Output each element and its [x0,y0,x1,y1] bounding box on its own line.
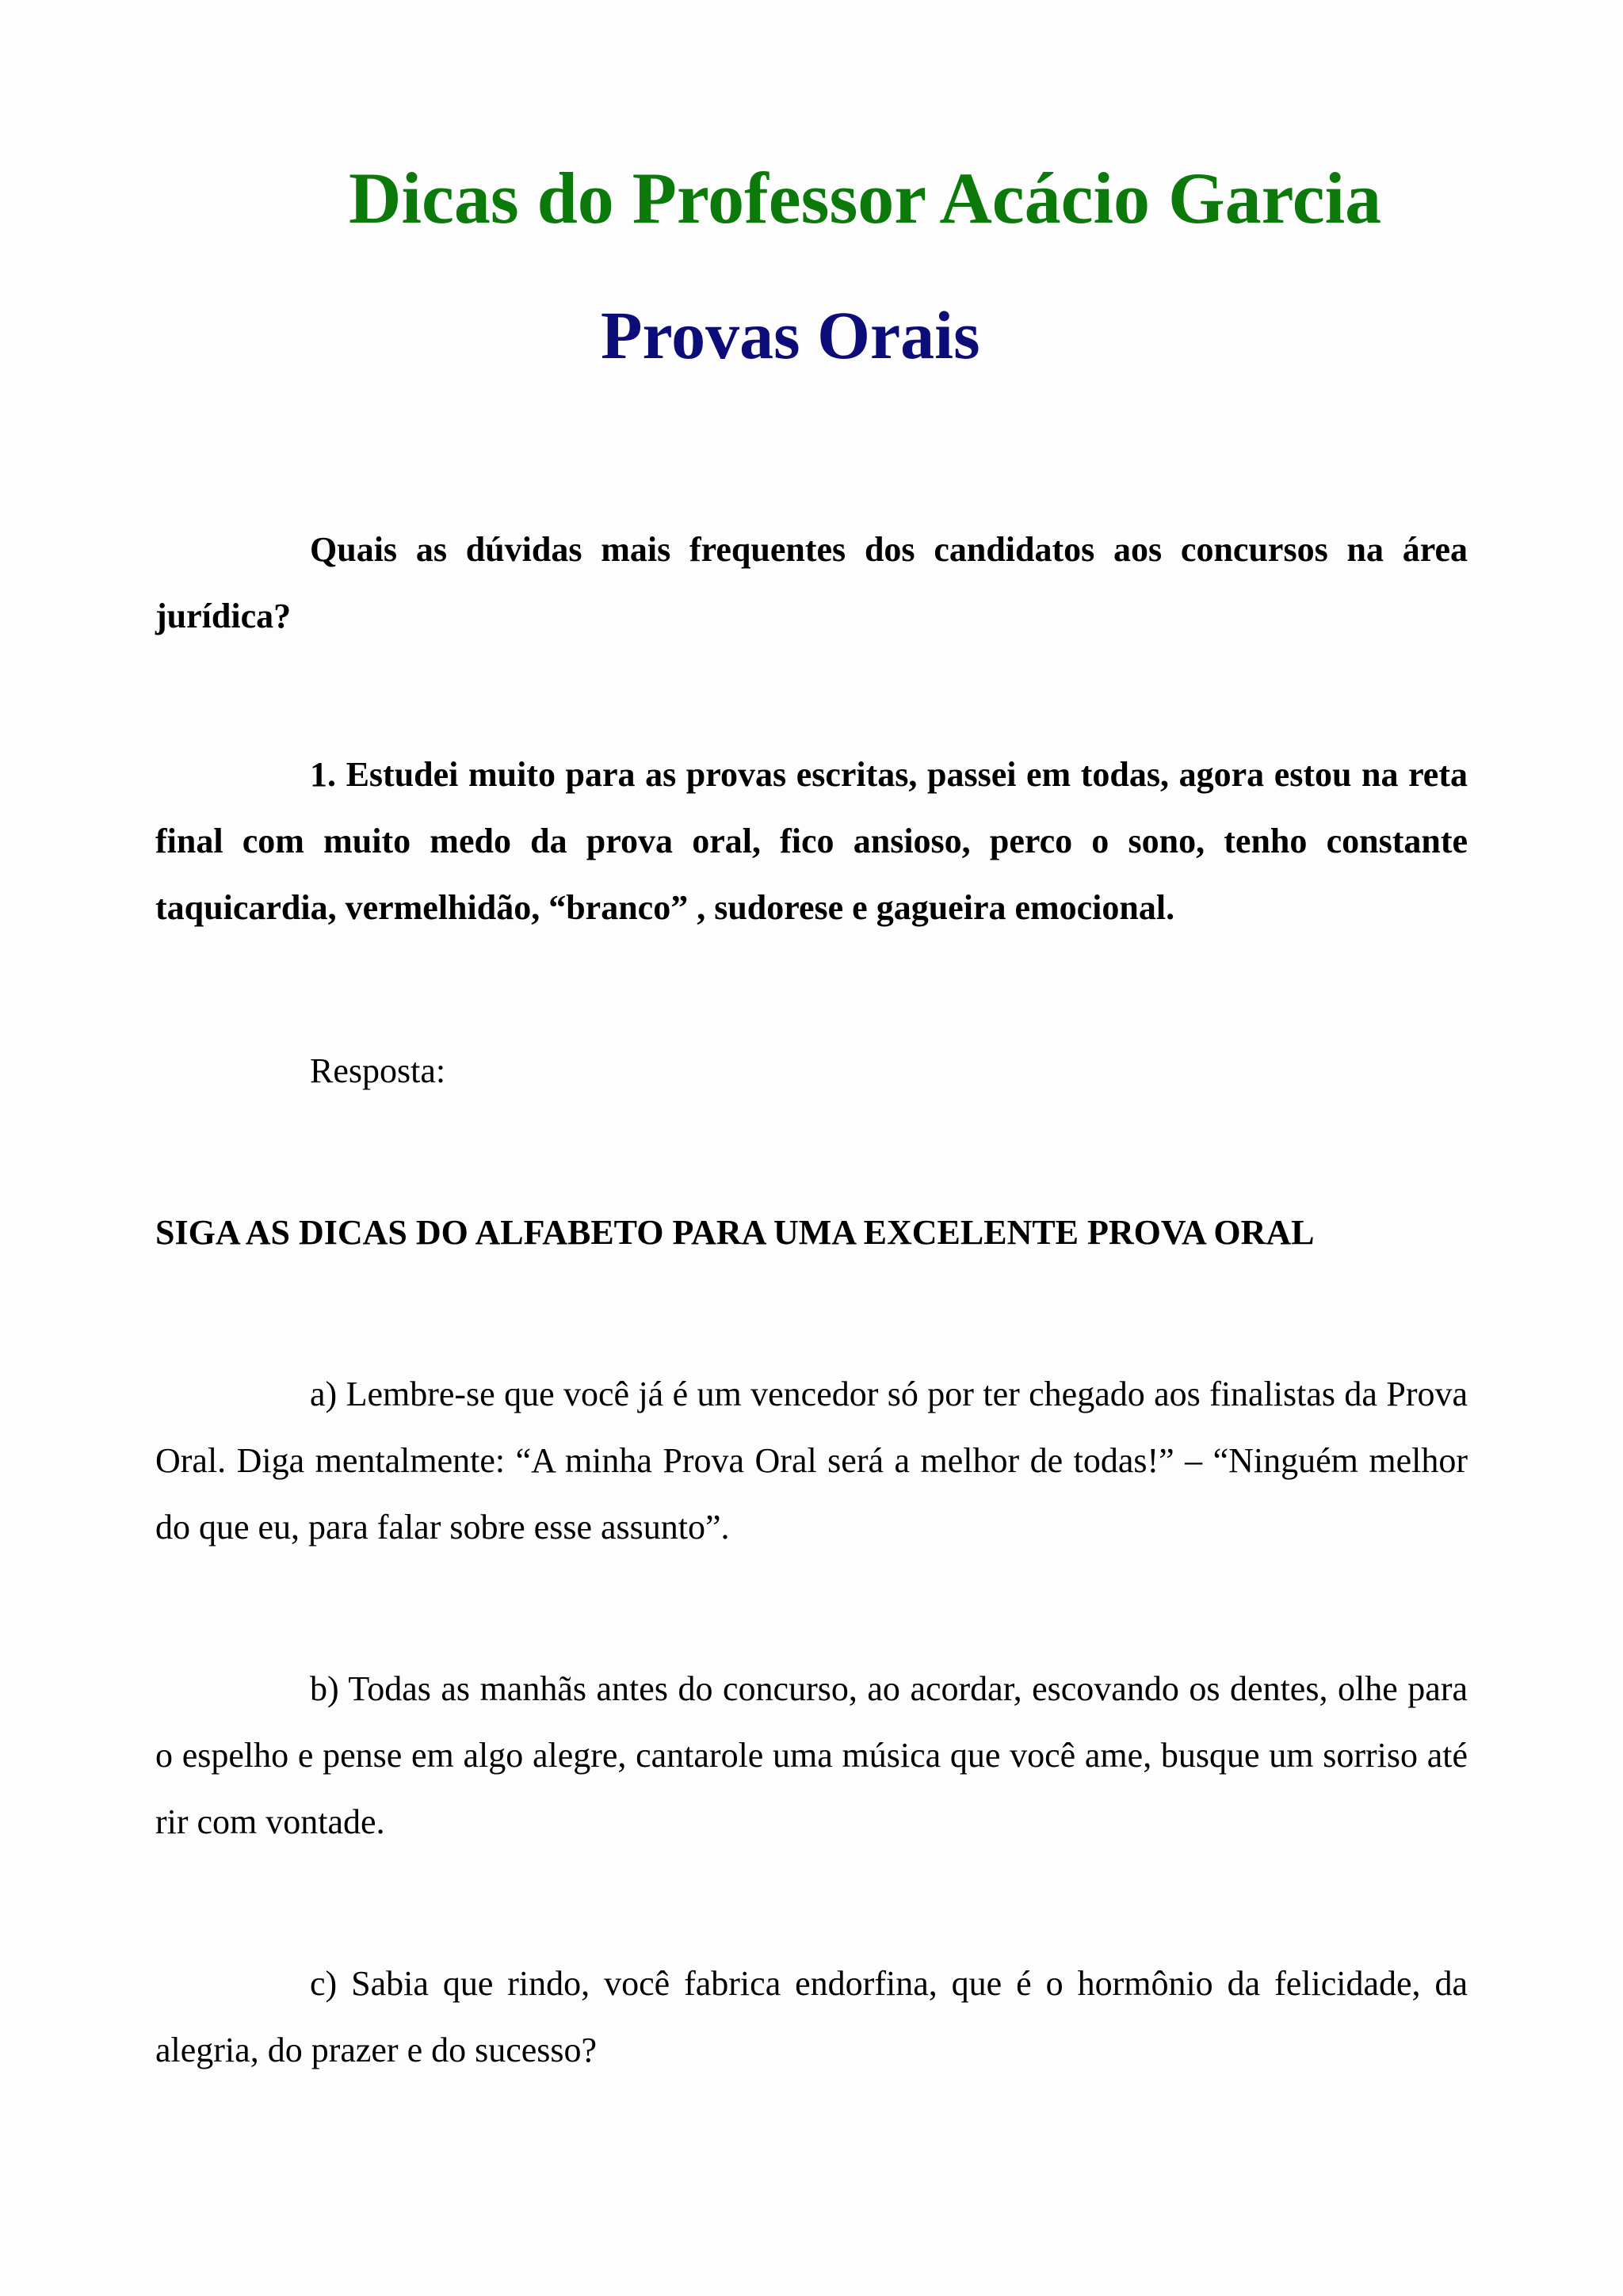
tip-b: b) Todas as manhãs antes do concurso, ao acordar, escovando os dentes, olhe para o espelho e pense em algo alegre, cantarole uma música que você ame, busque um sorriso até rir com vontade. [155,1669,1468,1841]
document-subtitle: Provas Orais [601,297,980,373]
tip-c: c) Sabia que rindo, você fabrica endorfina, que é o hormônio da felicidade, da alegria, do prazer e do sucesso? [155,1964,1468,2069]
tip-a: a) Lembre-se que você já é um vencedor só por ter chegado aos finalistas da Prova Oral. Diga mentalmente: “A minha Prova Oral será a melhor de todas!” – “Ninguém melhor do que eu, para falar sobre esse assunto”. [155,1375,1468,1547]
question-1: 1. Estudei muito para as provas escritas, passei em todas, agora estou na reta final com muito medo da prova oral, fico ansioso, perco o sono, tenho constante taquicardia, vermelhidão, “branco” , sudorese e gagueira emocional. [155,755,1468,927]
answer-label: Resposta: [310,1051,446,1090]
question-intro: Quais as dúvidas mais frequentes dos candidatos aos concursos na área jurídica? [155,530,1468,635]
section-heading: SIGA AS DICAS DO ALFABETO PARA UMA EXCELENTE PROVA ORAL [155,1213,1315,1252]
document-title: Dicas do Professor Acácio Garcia [349,158,1382,238]
